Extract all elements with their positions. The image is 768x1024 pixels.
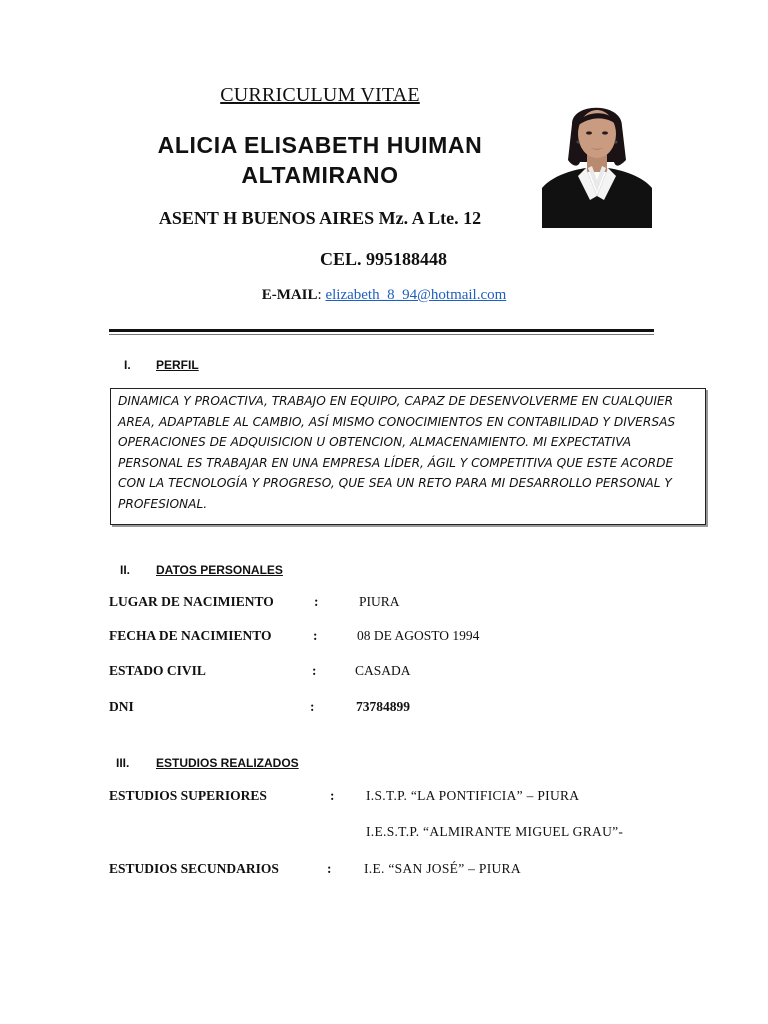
higher-studies-colon: : xyxy=(330,788,335,803)
secondary-studies-colon: : xyxy=(327,861,332,876)
section-title-personal: DATOS PERSONALES xyxy=(156,563,283,577)
email-link[interactable]: elizabeth_8_94@hotmail.com xyxy=(325,287,507,303)
section-title-studies: ESTUDIOS REALIZADOS xyxy=(156,756,299,770)
candidate-name-line2: ALTAMIRANO xyxy=(241,162,399,188)
civil-status-colon: : xyxy=(312,663,317,678)
profile-box xyxy=(110,388,706,525)
section-title-profile: PERFIL xyxy=(156,358,199,372)
birthdate-value: 08 DE AGOSTO 1994 xyxy=(357,628,480,643)
dni-value: 73784899 xyxy=(356,699,410,714)
email-separator: : xyxy=(317,287,326,303)
email-line xyxy=(0,287,768,304)
section-number-personal: II. xyxy=(120,563,131,577)
email-label: E-MAIL xyxy=(261,287,318,303)
candidate-name xyxy=(90,130,550,190)
section-number-profile: I. xyxy=(124,358,131,372)
birthdate-colon: : xyxy=(313,628,318,643)
profile-text: DINAMICA Y PROACTIVA, TRABAJO EN EQUIPO, CAPAZ DE DESENVOLVERME EN CUALQUIER AREA, ADAPTABLE AL CAMBIO, ASÍ MISMO CONOCIMIENTOS EN CONTABILIDAD Y DIVERSAS OPERACIONES DE ADQUISICION U OBTENCION, ALMACENAMIENTO. MI EXPECTATIVA PERSONAL ES TRABAJAR EN UNA EMPRESA LÍDER, ÁGIL Y COMPETITIVA QUE ESTE ACORDE CON LA TECNOLOGÍA Y PROGRESO, QUE SEA UN RETO PARA MI DESARROLLO PERSONAL Y PROFESIONAL. xyxy=(118,394,676,511)
candidate-name-line1: ALICIA ELISABETH HUIMAN xyxy=(157,132,483,158)
birthplace-label: LUGAR DE NACIMIENTO xyxy=(109,594,274,609)
birthdate-label: FECHA DE NACIMIENTO xyxy=(109,628,272,643)
section-number-studies: III. xyxy=(116,756,130,770)
civil-status-value: CASADA xyxy=(355,663,411,678)
address: ASENT H BUENOS AIRES Mz. A Lte. 12 xyxy=(158,208,482,228)
civil-status-label: ESTADO CIVIL xyxy=(109,663,206,678)
higher-studies-label: ESTUDIOS SUPERIORES xyxy=(109,788,267,803)
header-divider-shadow xyxy=(109,334,654,335)
dni-colon: : xyxy=(310,699,315,714)
higher-studies-value-2: I.E.S.T.P. “ALMIRANTE MIGUEL GRAU”- xyxy=(366,824,624,839)
profile-photo xyxy=(542,96,652,228)
document-title: CURRICULUM VITAE xyxy=(220,84,420,106)
dni-label: DNI xyxy=(109,699,134,714)
phone-number: CEL. 995188448 xyxy=(320,249,448,269)
header-divider xyxy=(109,329,654,332)
birthplace-colon: : xyxy=(314,594,319,609)
portrait-illustration xyxy=(542,96,652,228)
higher-studies-value-1: I.S.T.P. “LA PONTIFICIA” – PIURA xyxy=(366,788,580,803)
secondary-studies-value: I.E. “SAN JOSÉ” – PIURA xyxy=(364,861,521,876)
secondary-studies-label: ESTUDIOS SECUNDARIOS xyxy=(109,861,279,876)
birthplace-value: PIURA xyxy=(359,594,400,609)
